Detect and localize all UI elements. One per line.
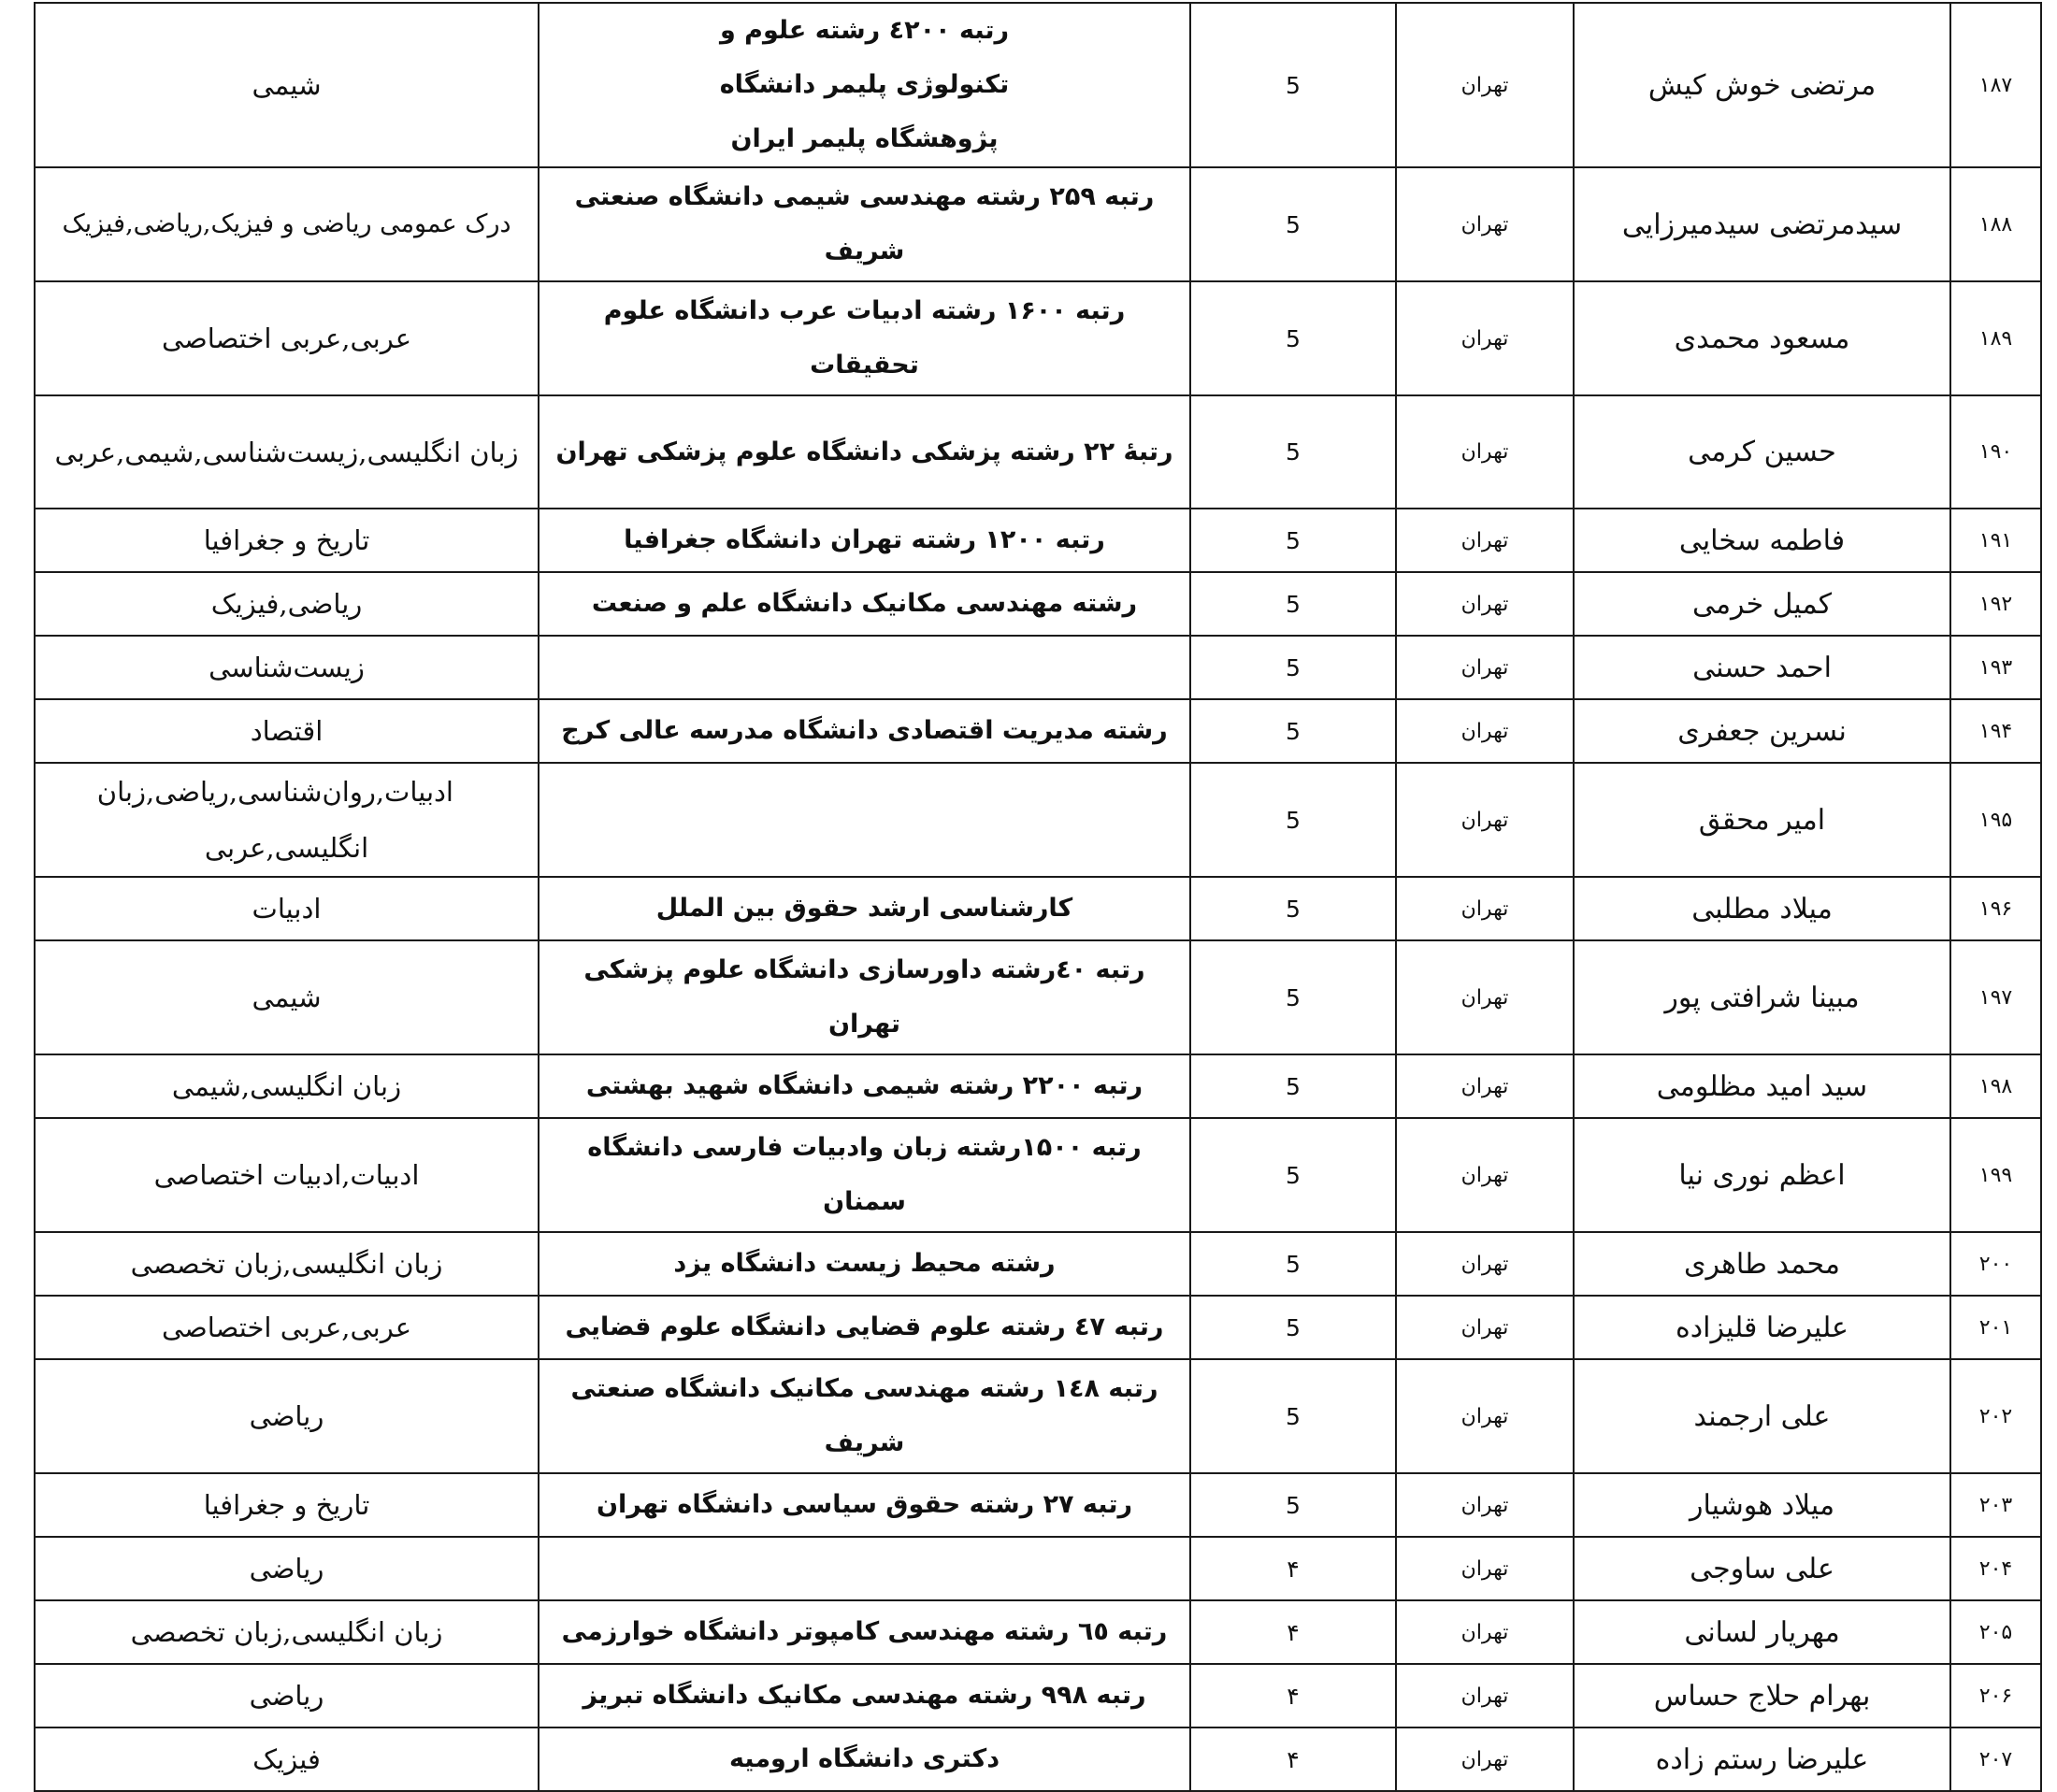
- row-number-cell: ۲۰۱: [1950, 1296, 2041, 1359]
- row-number-cell: ۱۹۳: [1950, 636, 2041, 699]
- name-cell: نسرین جعفری: [1574, 699, 1950, 763]
- score-cell: 5: [1190, 1473, 1396, 1537]
- subjects-cell: زیست‌شناسی: [35, 636, 539, 699]
- rank-cell: رتبه ١٤٨ رشته مهندسی مکانیک دانشگاه صنعتی شریف: [539, 1359, 1190, 1473]
- rank-cell: رتبه ۱۵۰۰رشته زبان وادبیات فارسی دانشگاه سمنان: [539, 1118, 1190, 1232]
- city-cell: تهران: [1396, 572, 1574, 636]
- rank-cell: رشته مدیریت اقتصادی دانشگاه مدرسه عالی کرج: [539, 699, 1190, 763]
- row-number-cell: ۱۸۷: [1950, 3, 2041, 167]
- row-number-cell: ۲۰۵: [1950, 1600, 2041, 1664]
- city-cell: تهران: [1396, 395, 1574, 509]
- table-row: [35, 1054, 2041, 1118]
- name-cell: میلاد هوشیار: [1574, 1473, 1950, 1537]
- rank-cell: رتبه ٤٢٠٠ رشته علوم و تکنولوژی پلیمر دانشگاه پژوهشگاه پلیمر ایران: [539, 3, 1190, 167]
- rank-cell: رتبه ٤٠رشته داورسازی دانشگاه علوم پزشکی تهران: [539, 940, 1190, 1054]
- rank-cell: رتبه ۹۹۸ رشته مهندسی مکانیک دانشگاه تبریز: [539, 1664, 1190, 1727]
- rank-cell: رتبه ۲۷ رشته حقوق سیاسی دانشگاه تهران: [539, 1473, 1190, 1537]
- rank-cell: رتبه ۱۲۰۰ رشته تهران دانشگاه جغرافیا: [539, 509, 1190, 572]
- row-number-cell: ۱۹۹: [1950, 1118, 2041, 1232]
- row-number-cell: ۱۹۴: [1950, 699, 2041, 763]
- city-cell: تهران: [1396, 1473, 1574, 1537]
- row-number-cell: ۲۰۲: [1950, 1359, 2041, 1473]
- name-cell: علی ساوجی: [1574, 1537, 1950, 1600]
- name-cell: امیر محقق: [1574, 763, 1950, 877]
- table-row: [35, 1600, 2041, 1664]
- row-number-cell: ۱۹۷: [1950, 940, 2041, 1054]
- subjects-cell: زبان انگلیسی,شیمی: [35, 1054, 539, 1118]
- score-cell: 5: [1190, 763, 1396, 877]
- name-cell: علیرضا قلیزاده: [1574, 1296, 1950, 1359]
- subjects-cell: اقتصاد: [35, 699, 539, 763]
- subjects-cell: زبان انگلیسی,زبان تخصصی: [35, 1600, 539, 1664]
- subjects-cell: ریاضی,فیزیک: [35, 572, 539, 636]
- city-cell: تهران: [1396, 1359, 1574, 1473]
- subjects-cell: عربی,عربی اختصاصی: [35, 281, 539, 395]
- name-cell: حسین کرمی: [1574, 395, 1950, 509]
- rank-cell: رتبهٔ ۲۲ رشته پزشکی دانشگاه علوم پزشکی تهران: [539, 395, 1190, 509]
- rank-cell: رتبه ۲۲۰۰ رشته شیمی دانشگاه شهید بهشتی: [539, 1054, 1190, 1118]
- rank-cell: رتبه ۲۵۹ رشته مهندسی شیمی دانشگاه صنعتی شریف: [539, 167, 1190, 281]
- city-cell: تهران: [1396, 281, 1574, 395]
- table-row: [35, 1727, 2041, 1791]
- subjects-cell: عربی,عربی اختصاصی: [35, 1296, 539, 1359]
- subjects-cell: ریاضی: [35, 1664, 539, 1727]
- table-row: [35, 763, 2041, 877]
- table-row: [35, 395, 2041, 509]
- score-cell: 5: [1190, 1296, 1396, 1359]
- city-cell: تهران: [1396, 940, 1574, 1054]
- score-cell: ۴: [1190, 1600, 1396, 1664]
- table-row: [35, 281, 2041, 395]
- name-cell: محمد طاهری: [1574, 1232, 1950, 1296]
- city-cell: تهران: [1396, 1727, 1574, 1791]
- city-cell: تهران: [1396, 636, 1574, 699]
- subjects-cell: ریاضی: [35, 1359, 539, 1473]
- name-cell: فاطمه سخایی: [1574, 509, 1950, 572]
- city-cell: تهران: [1396, 1232, 1574, 1296]
- name-cell: مرتضی خوش کیش: [1574, 3, 1950, 167]
- score-cell: ۴: [1190, 1727, 1396, 1791]
- row-number-cell: ۲۰۰: [1950, 1232, 2041, 1296]
- table-row: [35, 877, 2041, 940]
- row-number-cell: ۱۹۱: [1950, 509, 2041, 572]
- rank-cell: کارشناسی ارشد حقوق بین الملل: [539, 877, 1190, 940]
- row-number-cell: ۱۸۸: [1950, 167, 2041, 281]
- table-row: [35, 572, 2041, 636]
- score-cell: 5: [1190, 3, 1396, 167]
- rank-cell: رشته مهندسی مکانیک دانشگاه علم و صنعت: [539, 572, 1190, 636]
- row-number-cell: ۱۹۸: [1950, 1054, 2041, 1118]
- table-row: [35, 509, 2041, 572]
- tutor-table: [34, 2, 2042, 1792]
- name-cell: میلاد مطلبی: [1574, 877, 1950, 940]
- name-cell: مبینا شرافتی پور: [1574, 940, 1950, 1054]
- score-cell: 5: [1190, 167, 1396, 281]
- score-cell: 5: [1190, 1232, 1396, 1296]
- table-row: [35, 636, 2041, 699]
- row-number-cell: ۱۸۹: [1950, 281, 2041, 395]
- table-row: [35, 1664, 2041, 1727]
- score-cell: 5: [1190, 940, 1396, 1054]
- table-row: [35, 1118, 2041, 1232]
- name-cell: سیدمرتضی سیدمیرزایی: [1574, 167, 1950, 281]
- city-cell: تهران: [1396, 1600, 1574, 1664]
- score-cell: 5: [1190, 395, 1396, 509]
- name-cell: علیرضا رستم زاده: [1574, 1727, 1950, 1791]
- city-cell: تهران: [1396, 167, 1574, 281]
- subjects-cell: زبان انگلیسی,زیست‌شناسی,شیمی,عربی: [35, 395, 539, 509]
- subjects-cell: ادبیات,روان‌شناسی,ریاضی,زبان انگلیسی,عربی: [35, 763, 539, 877]
- name-cell: بهرام حلاج حساس: [1574, 1664, 1950, 1727]
- table-row: [35, 1473, 2041, 1537]
- name-cell: مهریار لسانی: [1574, 1600, 1950, 1664]
- subjects-cell: تاریخ و جغرافیا: [35, 1473, 539, 1537]
- subjects-cell: تاریخ و جغرافیا: [35, 509, 539, 572]
- score-cell: 5: [1190, 1118, 1396, 1232]
- rank-cell: [539, 1537, 1190, 1600]
- subjects-cell: فیزیک: [35, 1727, 539, 1791]
- table-row: [35, 3, 2041, 167]
- subjects-cell: درک عمومی ریاضی و فیزیک,ریاضی,فیزیک: [35, 167, 539, 281]
- rank-cell: [539, 636, 1190, 699]
- city-cell: تهران: [1396, 1118, 1574, 1232]
- subjects-cell: ریاضی: [35, 1537, 539, 1600]
- row-number-cell: ۱۹۵: [1950, 763, 2041, 877]
- row-number-cell: ۱۹۲: [1950, 572, 2041, 636]
- score-cell: 5: [1190, 636, 1396, 699]
- rank-cell: رتبه ٦٥ رشته مهندسی کامپوتر دانشگاه خوارزمی: [539, 1600, 1190, 1664]
- rank-cell: دکتری دانشگاه ارومیه: [539, 1727, 1190, 1791]
- row-number-cell: ۱۹۶: [1950, 877, 2041, 940]
- row-number-cell: ۲۰۷: [1950, 1727, 2041, 1791]
- score-cell: 5: [1190, 1054, 1396, 1118]
- name-cell: کمیل خرمی: [1574, 572, 1950, 636]
- city-cell: تهران: [1396, 509, 1574, 572]
- subjects-cell: شیمی: [35, 940, 539, 1054]
- city-cell: تهران: [1396, 1537, 1574, 1600]
- city-cell: تهران: [1396, 1664, 1574, 1727]
- score-cell: 5: [1190, 699, 1396, 763]
- score-cell: 5: [1190, 509, 1396, 572]
- score-cell: ۴: [1190, 1664, 1396, 1727]
- city-cell: تهران: [1396, 1296, 1574, 1359]
- score-cell: ۴: [1190, 1537, 1396, 1600]
- city-cell: تهران: [1396, 877, 1574, 940]
- table-row: [35, 1232, 2041, 1296]
- name-cell: احمد حسنی: [1574, 636, 1950, 699]
- table-row: [35, 167, 2041, 281]
- score-cell: 5: [1190, 572, 1396, 636]
- name-cell: علی ارجمند: [1574, 1359, 1950, 1473]
- subjects-cell: ادبیات: [35, 877, 539, 940]
- name-cell: سید امید مظلومی: [1574, 1054, 1950, 1118]
- row-number-cell: ۲۰۳: [1950, 1473, 2041, 1537]
- rank-cell: رتبه ۱۶۰۰ رشته ادبیات عرب دانشگاه علوم تحقیقات: [539, 281, 1190, 395]
- row-number-cell: ۲۰۶: [1950, 1664, 2041, 1727]
- score-cell: 5: [1190, 877, 1396, 940]
- table-row: [35, 699, 2041, 763]
- rank-cell: رتبه ٤٧ رشته علوم قضایی دانشگاه علوم قضایی: [539, 1296, 1190, 1359]
- table-row: [35, 1359, 2041, 1473]
- table-row: [35, 940, 2041, 1054]
- rank-cell: [539, 763, 1190, 877]
- subjects-cell: ادبیات,ادبیات اختصاصی: [35, 1118, 539, 1232]
- table-row: [35, 1296, 2041, 1359]
- subjects-cell: زبان انگلیسی,زبان تخصصی: [35, 1232, 539, 1296]
- row-number-cell: ۲۰۴: [1950, 1537, 2041, 1600]
- city-cell: تهران: [1396, 763, 1574, 877]
- rank-cell: رشته محیط زیست دانشگاه یزد: [539, 1232, 1190, 1296]
- subjects-cell: شیمی: [35, 3, 539, 167]
- name-cell: مسعود محمدی: [1574, 281, 1950, 395]
- row-number-cell: ۱۹۰: [1950, 395, 2041, 509]
- score-cell: 5: [1190, 1359, 1396, 1473]
- table-row: [35, 1537, 2041, 1600]
- name-cell: اعظم نوری نیا: [1574, 1118, 1950, 1232]
- city-cell: تهران: [1396, 699, 1574, 763]
- city-cell: تهران: [1396, 3, 1574, 167]
- city-cell: تهران: [1396, 1054, 1574, 1118]
- score-cell: 5: [1190, 281, 1396, 395]
